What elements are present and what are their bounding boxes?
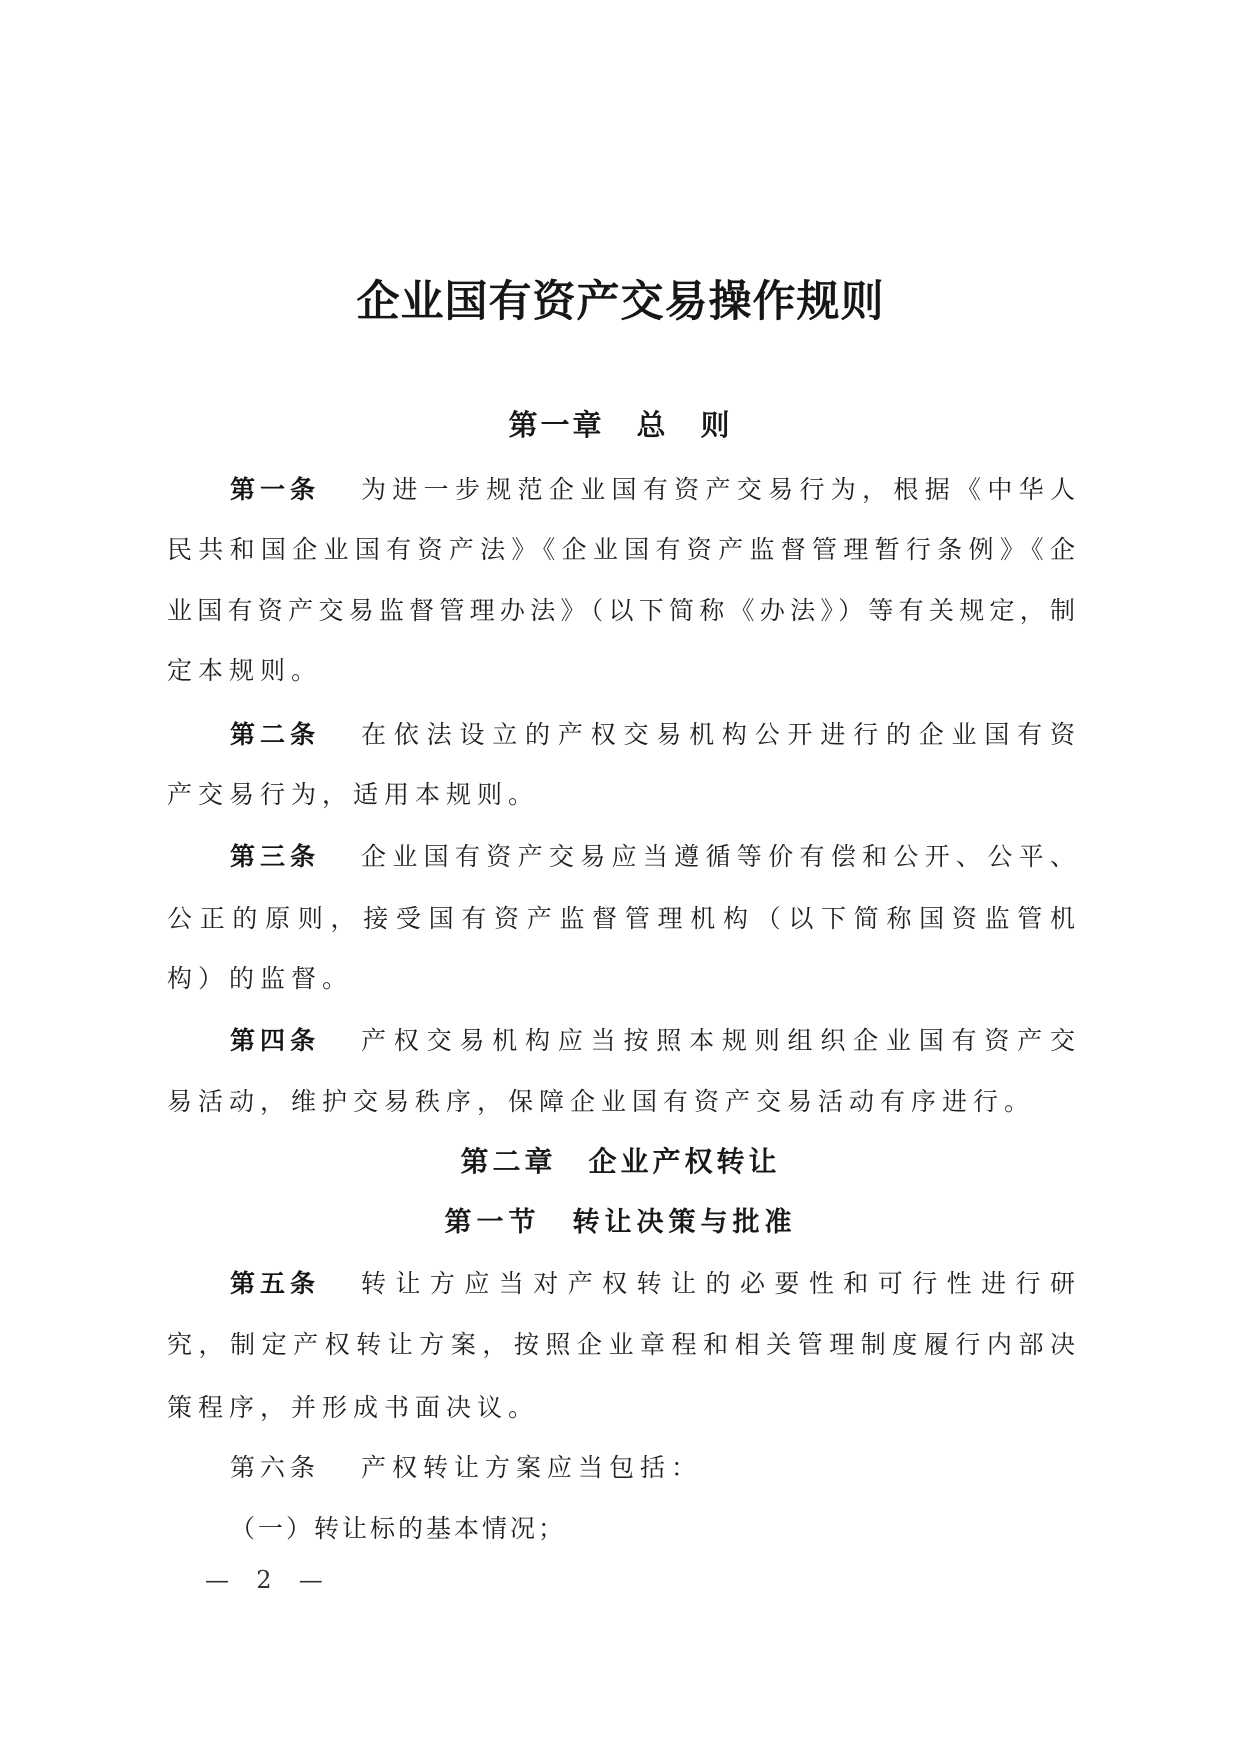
article-list-item: （一）转让标的基本情况； [230,1514,567,1543]
document-title: 企业国有资产交易操作规则 [356,277,885,327]
chapter-heading: 第一章 总 则 [508,408,733,442]
article-text: 转让方应当对产权转让的必要性和可行性进行研 [361,1269,1075,1298]
article-text-line: 民共和国企业国有资产法》《企业国有资产监督管理暂行条例》《企 [167,535,1075,564]
article-text: 在依法设立的产权交易机构公开进行的企业国有资 [361,720,1075,749]
article-text: 企业国有资产交易应当遵循等价有偿和公开、公平、 [361,842,1075,871]
article-text-line: 业国有资产交易监督管理办法》（以下简称《办法》）等有关规定，制 [167,596,1075,625]
article-text-line: 究，制定产权转让方案，按照企业章程和相关管理制度履行内部决 [167,1330,1075,1359]
article-text: 为进一步规范企业国有资产交易行为，根据《中华人 [361,475,1075,504]
article-first-line [230,839,1075,875]
article-text-line: 定本规则。 [167,656,323,685]
article-first-line [230,717,1075,753]
section-heading: 第一节 转让决策与批准 [444,1207,797,1238]
article-first-line [230,472,1075,508]
article-first-line [230,1450,1075,1486]
article-label: 第五条 [230,1269,321,1298]
article-label: 第三条 [230,842,321,871]
article-label: 第六条 [230,1453,321,1482]
page-number: — 2 — [205,1566,327,1594]
article-text-line: 公正的原则，接受国有资产监督管理机构（以下简称国资监管机 [167,904,1075,933]
article-text-line: 构）的监督。 [167,964,354,993]
article-first-line [230,1023,1075,1059]
article-text-line: 策程序，并形成书面决议。 [167,1393,540,1422]
article-label: 第四条 [230,1026,321,1055]
article-label: 第一条 [230,475,321,504]
article-text: 产权交易机构应当按照本规则组织企业国有资产交 [361,1026,1075,1055]
article-label: 第二条 [230,720,321,749]
article-text: 产权转让方案应当包括： [361,1453,703,1482]
chapter-heading: 第二章 企业产权转让 [460,1145,781,1178]
article-first-line [230,1266,1075,1302]
article-text-line: 易活动，维护交易秩序，保障企业国有资产交易活动有序进行。 [167,1087,1036,1116]
article-text-line: 产交易行为，适用本规则。 [167,780,540,809]
